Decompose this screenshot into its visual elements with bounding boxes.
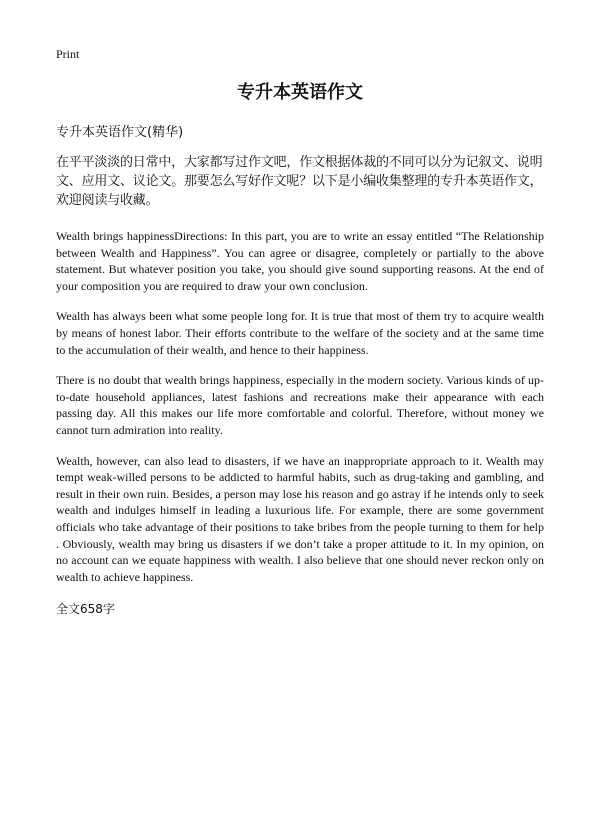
essay-paragraph-4: Wealth, however, can also lead to disasters, if we have an inappropriate approach to it. Wealth may tempt weak-willed persons to be addicted to harmful habits, such as drug-taking and gambling, and result in their own ruin. Besides, a person may lose his reason and go astray if he intends only to seek wealth and indulges himself in leading a luxurious life. For example, there are some government officials who take advantage of their positions to take bribes from the people turning to them for help . Obviously, wealth may bring us disasters if we don’t take a proper attitude to it. In my opinion, on no account can we equate happiness with wealth. I also believe that one should never reckon only on wealth to achieve happiness. [56,453,544,584]
document-subtitle: 专升本英语作文(精华) [56,125,184,140]
page-title: 专升本英语作文 [237,82,363,103]
print-link[interactable]: Print [56,47,80,61]
word-count: 全文658字 [56,602,115,617]
intro-paragraph: 在平平淡淡的日常中，大家都写过作文吧，作文根据体裁的不同可以分为记叙文、说明文、应用文、议论文。那要怎么写好作文呢？以下是小编收集整理的专升本英语作文，欢迎阅读与收藏。 [56,155,543,208]
essay-paragraph-1: Wealth brings happinessDirections: In this part, you are to write an essay entitled “The Relationship between Wealth and Happiness”. You can agree or disagree, completely or partially to the above statement. But whatever position you take, you should give sound supporting reasons. At the end of your composition you are required to draw your own conclusion. [56,229,544,293]
essay-paragraph-2: Wealth has always been what some people long for. It is true that most of them try to acquire wealth by means of honest labor. Their efforts contribute to the welfare of the society and at the same time to the accumulation of their wealth, and hence to their happiness. [56,309,544,357]
essay-paragraph-3: There is no doubt that wealth brings happiness, especially in the modern society. Various kinds of up-to-date household appliances, latest fashions and recreations make their appearance with each passing day. All this makes our life more comfortable and colorful. Therefore, without money we cannot turn admiration into reality. [56,373,544,437]
